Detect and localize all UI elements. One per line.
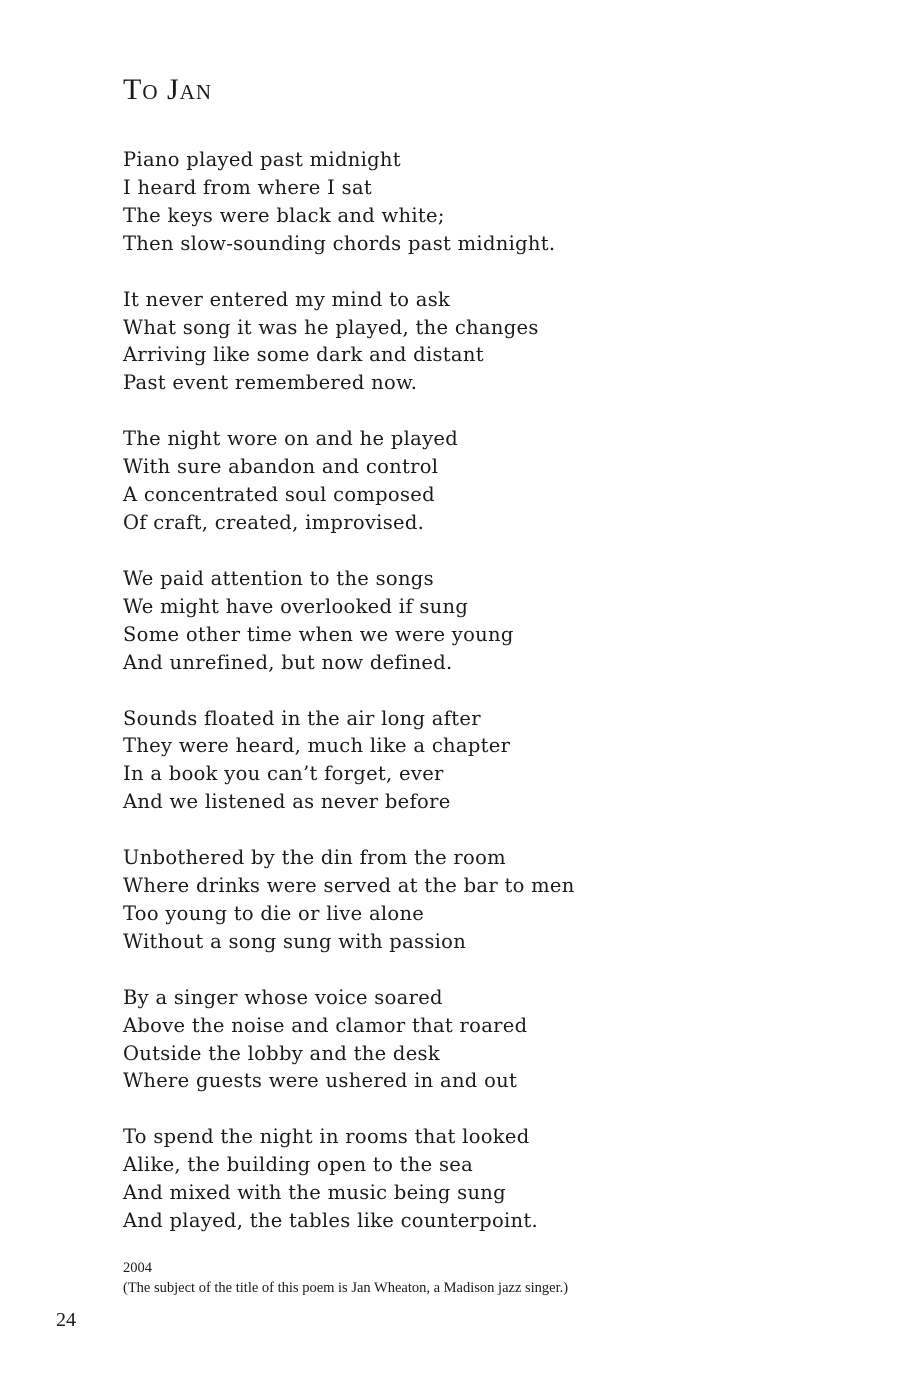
- stanza: [123, 146, 823, 258]
- poem-line: Piano played past midnight: [123, 148, 401, 171]
- poem-line: Sounds floated in the air long after: [123, 706, 481, 730]
- poem-note: (The subject of the title of this poem is Jan Wheaton, a Madison jazz singer.): [123, 1280, 569, 1296]
- poem-line: Past event remembered now.: [123, 371, 418, 395]
- poem-line: In a book you can’t forget, ever: [123, 762, 444, 786]
- poem-line: Above the noise and clamor that roared: [123, 1013, 528, 1037]
- poem-line: A concentrated soul composed: [123, 483, 435, 507]
- poem-line: Alike, the building open to the sea: [123, 1153, 474, 1177]
- stanza: [123, 705, 823, 817]
- poem-line: With sure abandon and control: [123, 455, 439, 479]
- poem-line: And unrefined, but now defined.: [123, 650, 453, 674]
- stanza: [123, 844, 823, 956]
- poem-line: Too young to die or live alone: [123, 901, 425, 925]
- poem-line: Some other time when we were young: [123, 622, 514, 646]
- poem-line: Then slow-sounding chords past midnight.: [123, 231, 556, 255]
- poem-line: And played, the tables like counterpoint.: [123, 1209, 539, 1233]
- poem-title: To Jan: [123, 73, 212, 106]
- poem-body: [123, 146, 823, 1263]
- poem-line: They were heard, much like a chapter: [123, 734, 511, 758]
- poem-line: The keys were black and white;: [123, 203, 445, 227]
- poem-line: Outside the lobby and the desk: [123, 1041, 440, 1065]
- poem-line: Unbothered by the din from the room: [123, 846, 506, 870]
- poem-line: Of craft, created, improvised.: [123, 510, 425, 534]
- stanza: [123, 286, 823, 398]
- poem-line: To spend the night in rooms that looked: [123, 1125, 530, 1149]
- poem-line: And mixed with the music being sung: [123, 1181, 506, 1205]
- poem-line: Arriving like some dark and distant: [123, 343, 484, 367]
- poem-footer: [123, 1258, 568, 1298]
- stanza: [123, 1123, 823, 1235]
- stanza: [123, 425, 823, 537]
- stanza: [123, 984, 823, 1096]
- poem-line: I heard from where I sat: [123, 175, 373, 199]
- poem-line: And we listened as never before: [123, 790, 451, 814]
- poem-line: Where drinks were served at the bar to men: [123, 874, 575, 898]
- stanza: [123, 565, 823, 677]
- poem-line: We paid attention to the songs: [123, 566, 434, 590]
- poem-line: What song it was he played, the changes: [123, 315, 539, 339]
- poem-line: By a singer whose voice soared: [123, 985, 443, 1009]
- poem-line: Where guests were ushered in and out: [123, 1069, 518, 1093]
- poem-line: The night wore on and he played: [123, 427, 459, 451]
- poem-line: It never entered my mind to ask: [123, 287, 451, 311]
- poem-line: Without a song sung with passion: [123, 929, 467, 953]
- poem-year: 2004: [123, 1260, 152, 1276]
- poem-line: We might have overlooked if sung: [123, 594, 469, 618]
- page-number: 24: [56, 1309, 76, 1331]
